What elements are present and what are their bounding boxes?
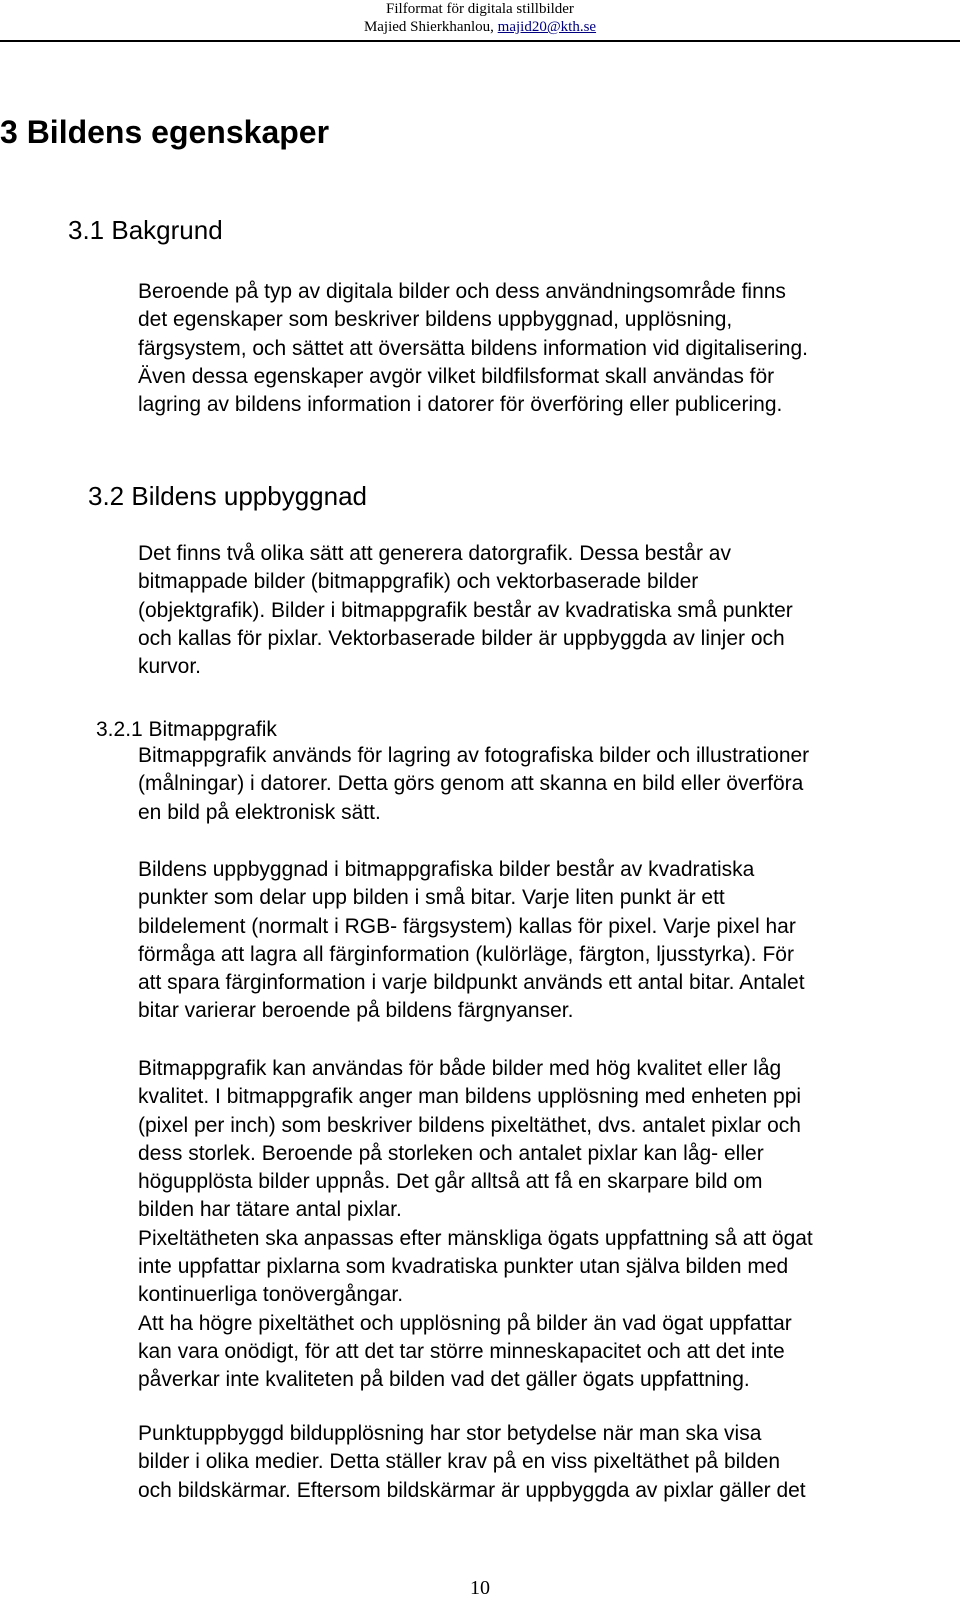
header-divider — [0, 40, 960, 42]
text-line: kontinuerliga tonövergångar. — [138, 1283, 404, 1307]
text-line: Det finns två olika sätt att generera datorgrafik. Dessa består av — [138, 542, 731, 565]
text-line: lagring av bildens information i datorer för överföring eller publicering. — [138, 393, 783, 417]
paragraph-uppbyggnad — [138, 540, 938, 681]
text-line: kan vara onödigt, för att det tar större minneskapacitet och att det inte — [138, 1339, 785, 1363]
subsection-heading-bitmappgrafik: 3.2.1 Bitmappgrafik — [96, 718, 277, 741]
text-line: Pixeltätheten ska anpassas efter mänskliga ögats uppfattning så att ögat — [138, 1226, 813, 1250]
text-line: det egenskaper som beskriver bildens uppbyggnad, upplösning, — [138, 308, 733, 332]
text-line: inte uppfattar pixlarna som kvadratiska punkter utan själva bilden med — [138, 1255, 789, 1279]
text-line: Bitmappgrafik används för lagring av fotografiska bilder och illustrationer — [138, 744, 810, 767]
text-line: en bild på elektronisk sätt. — [138, 800, 381, 824]
text-line: bilden har tätare antal pixlar. — [138, 1198, 402, 1222]
text-line: förmåga att lagra all färginformation (kulörläge, färgton, ljusstyrka). För — [138, 942, 794, 966]
text-line: högupplösta bilder uppnås. Det går alltså att få en skarpare bild om — [138, 1170, 763, 1194]
text-line: och bildskärmar. Eftersom bildskärmar är uppbyggda av pixlar gäller det — [138, 1478, 806, 1502]
section-heading-uppbyggnad: 3.2 Bildens uppbyggnad — [88, 481, 368, 511]
paragraph-bitmappgrafik-2 — [138, 856, 938, 1026]
paragraph-bitmappgrafik-4 — [138, 1420, 938, 1505]
paragraph-bitmappgrafik-1 — [138, 742, 938, 827]
text-line: Bildens uppbyggnad i bitmappgrafiska bilder består av kvadratiska — [138, 858, 755, 881]
text-line: (pixel per inch) som beskriver bildens pixeltäthet, dvs. antalet pixlar och — [138, 1113, 801, 1137]
text-line: bilder i olika medier. Detta ställer krav på en viss pixeltäthet på bilden — [138, 1450, 780, 1474]
text-line: och kallas för pixlar. Vektorbaserade bilder är uppbyggda av linjer och — [138, 626, 785, 650]
author-name: Majied Shierkhanlou, — [363, 19, 498, 35]
text-line: bitmappade bilder (bitmappgrafik) och vektorbaserade bilder — [138, 570, 699, 594]
text-line: bitar varierar beroende på bildens färgnyanser. — [138, 999, 574, 1023]
text-line: Att ha högre pixeltäthet och upplösning på bilder än vad ögat uppfattar — [138, 1311, 792, 1335]
text-line: (objektgrafik). Bilder i bitmappgrafik består av kvadratiska små punkter — [138, 598, 793, 622]
text-line: påverkar inte kvaliteten på bilden vad det gäller ögats uppfattning. — [138, 1368, 750, 1392]
paragraph-bakgrund — [138, 278, 938, 419]
text-line: (målningar) i datorer. Detta görs genom att skanna en bild eller överföra — [138, 772, 804, 796]
chapter-title: 3 Bildens egenskaper — [0, 114, 330, 150]
text-line: kvalitet. I bitmappgrafik anger man bildens upplösning med enheten ppi — [138, 1085, 802, 1109]
text-line: kurvor. — [138, 655, 202, 679]
text-line: Även dessa egenskaper avgör vilket bildfilsformat skall användas för — [138, 364, 775, 388]
document-title: Filformat för digitala stillbilder — [386, 1, 574, 17]
text-line: bildelement (normalt i RGB- färgsystem) kallas för pixel. Varje pixel har — [138, 914, 796, 938]
text-line: dess storlek. Beroende på storleken och antalet pixlar kan låg- eller — [138, 1141, 764, 1165]
text-line: punkter som delar upp bilden i små bitar. Varje liten punkt är ett — [138, 886, 725, 910]
section-heading-bakgrund: 3.1 Bakgrund — [68, 215, 223, 245]
email-link[interactable]: majid20@kth.se — [497, 19, 597, 35]
author-line — [0, 18, 960, 36]
page-number: 10 — [470, 1577, 490, 1599]
running-header — [0, 0, 960, 36]
text-line: att spara färginformation i varje bildpunkt används ett antal bitar. Antalet — [138, 971, 805, 995]
paragraph-bitmappgrafik-3 — [138, 1055, 938, 1395]
text-line: Bitmappgrafik kan användas för både bilder med hög kvalitet eller låg — [138, 1057, 782, 1080]
text-line: Beroende på typ av digitala bilder och dess användningsområde finns — [138, 280, 786, 303]
text-line: Punktuppbyggd bildupplösning har stor betydelse när man ska visa — [138, 1422, 762, 1445]
text-line: färgsystem, och sättet att översätta bildens information vid digitalisering. — [138, 336, 808, 360]
